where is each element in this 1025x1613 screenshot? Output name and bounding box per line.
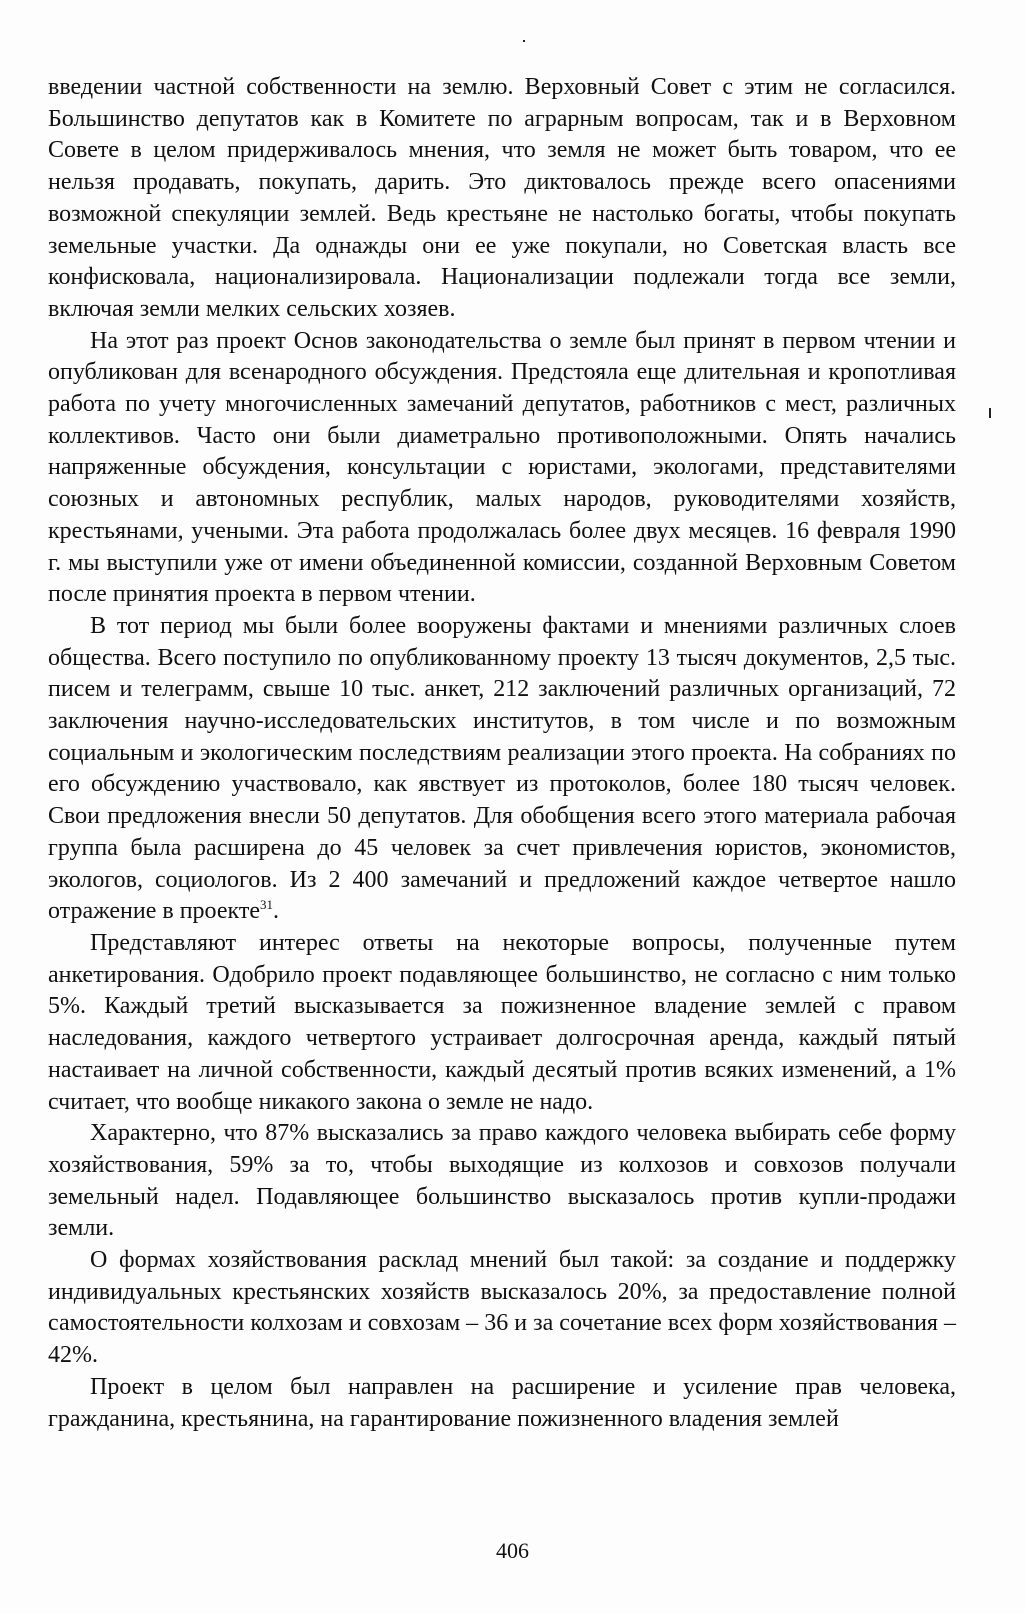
scan-speck: [989, 408, 991, 418]
paragraph: Проект в целом был направлен на расширение и усиление прав человека, гражданина, крестьянина, на гарантирование пожизненного владения землей: [48, 1373, 956, 1432]
scan-speck: [523, 40, 525, 42]
body-text: [48, 72, 956, 1435]
paragraph: Представляют интерес ответы на некоторые вопросы, полученные путем анкетирования. Одобрило проект подавляющее большинство, не согласно с ним только 5%. Каждый третий высказывается за пожизненное владение землей с правом наследования, каждого четвертого устраивает долгосрочная аренда, каждый пятый настаивает на личной собственности, каждый десятый против всяких изменений, а 1% считает, что вообще никакого закона о земле не надо.: [48, 929, 956, 1115]
paragraph: О формах хозяйствования расклад мнений был такой: за создание и поддержку индивидуальных крестьянских хозяйств высказалось 20%, за предоставление полной самостоятельности колхозам и совхозам – 36 и за сочетание всех форм хозяйствования – 42%.: [48, 1247, 956, 1369]
paragraph: На этот раз проект Основ законодательства о земле был принят в первом чтении и опубликован для всенародного обсуждения. Предстояла еще длительная и кропотливая работа по учету многочисленных замечаний депутатов, работников с мест, различных коллективов. Часто они были диаметрально противоположными. Опять начались напряженные обсуждения, консультации с юристами, экологами, представителями союзных и автономных республик, малых народов, руководителями хозяйств, крестьянами, учеными. Эта работа продолжалась более двух месяцев. 16 февраля 1990 г. мы выступили уже от имени объединенной комиссии, созданной Верховным Советом после принятия проекта в первом чтении.: [48, 327, 956, 608]
footnote-reference[interactable]: 31: [259, 897, 273, 913]
paragraph-text: В тот период мы были более вооружены фактами и мнениями различных слоев общества. Всего поступило по опубликованному проекту 13 тысяч документов, 2,5 тыс. писем и телеграмм, свыше 10 тыс. анкет, 212 заключений различных организаций, 72 заключения научно-исследовательских институтов, в том числе и по возможным социальным и экологическим последствиям реализации этого проекта. На собраниях по его обсуждению участвовало, как явствует из протоколов, более 180 тысяч человек. Свои предложения внесли 50 депутатов. Для обобщения всего этого материала рабочая группа была расширена до 45 человек за счет привлечения юристов, экономистов, экологов, социологов. Из 2 400 замечаний и предложений каждое четвертое нашло отражение в проекте: [48, 612, 956, 925]
paragraph: [48, 611, 956, 928]
page-number: 406: [496, 1538, 529, 1563]
paragraph-tail: .: [272, 898, 279, 925]
paragraph: введении частной собственности на землю. Верховный Совет с этим не согласился. Большинство депутатов как в Комитете по аграрным вопросам, так и в Верховном Совете в целом придерживалось мнения, что земля не может быть товаром, что ее нельзя продавать, покупать, дарить. Это диктовалось прежде всего опасениями возможной спекуляции землей. Ведь крестьяне не настолько богаты, чтобы покупать земельные участки. Да однажды они ее уже покупали, но Советская власть все конфисковала, национализировала. Национализации подлежали тогда все земли, включая земли мелких сельских хозяев.: [48, 74, 956, 322]
paragraph: Характерно, что 87% высказались за право каждого человека выбирать себе форму хозяйствования, 59% за то, чтобы выходящие из колхозов и совхозов получали земельный надел. Подавляющее большинство высказалось против купли-продажи земли.: [48, 1120, 956, 1242]
